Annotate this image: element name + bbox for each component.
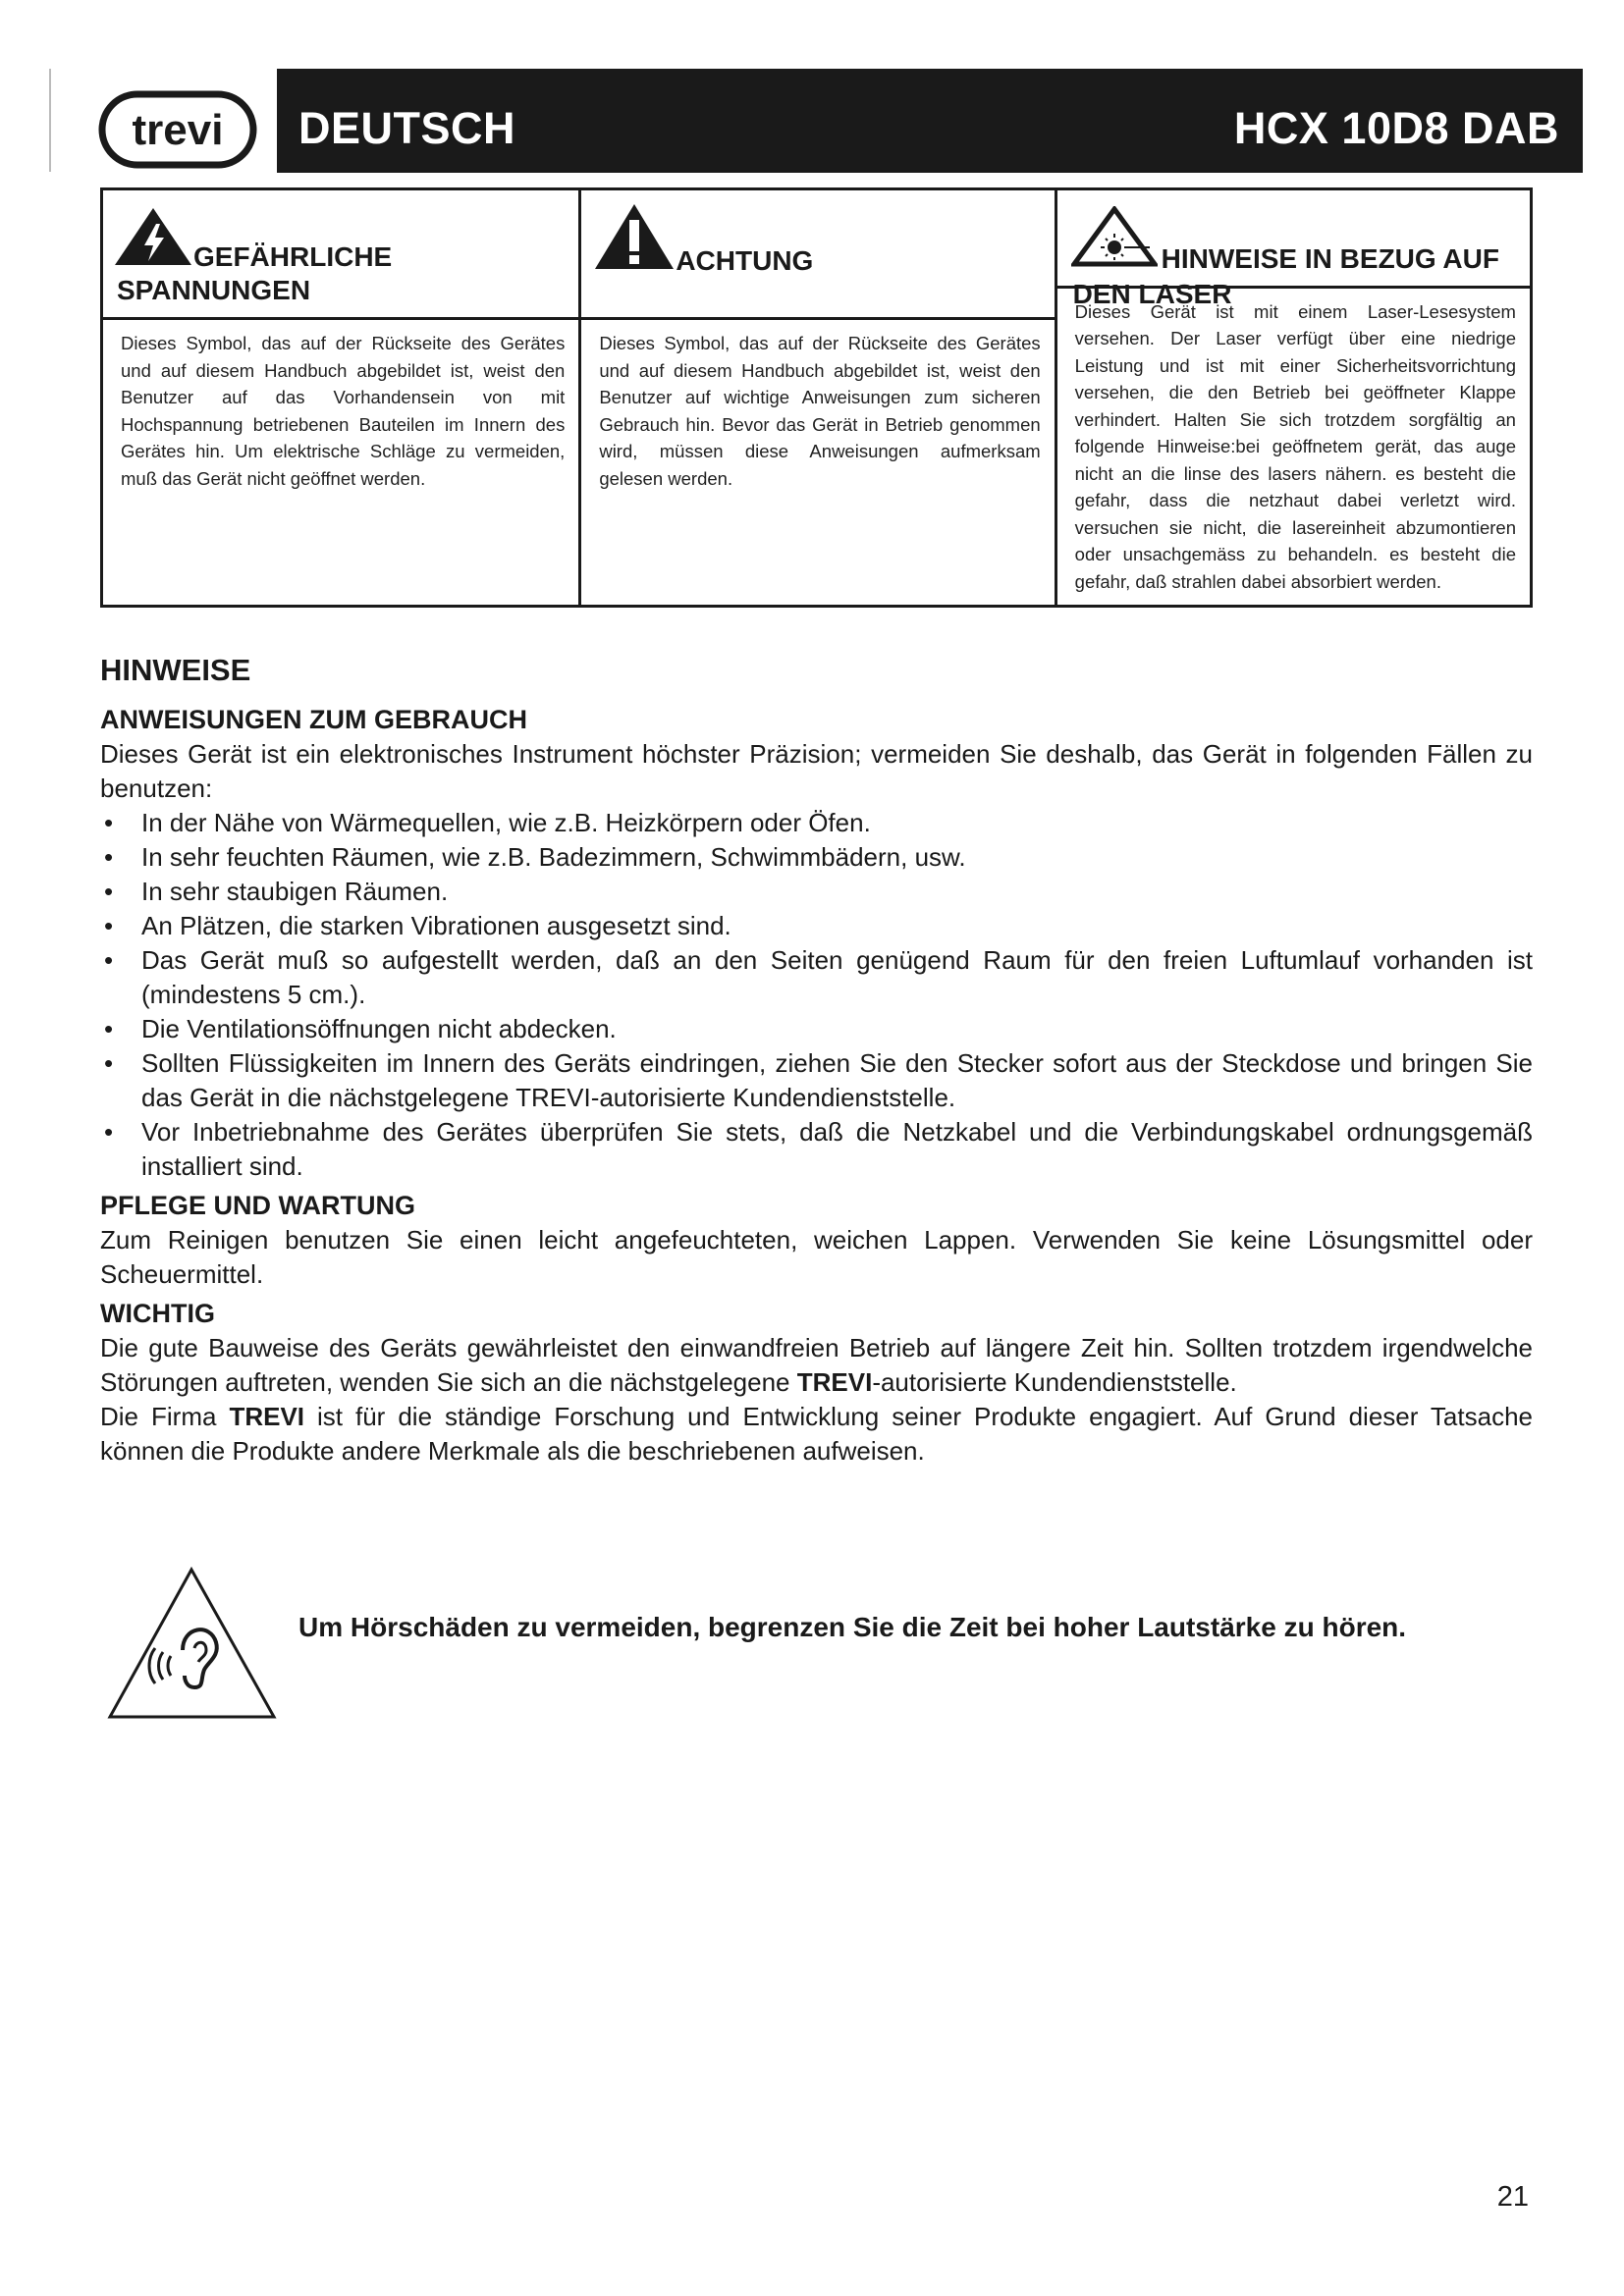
warning-column-voltage	[103, 190, 578, 605]
usage-intro: Dieses Gerät ist ein elektronisches Instrument höchster Präzision; vermeiden Sie deshalb, das Gerät in folgenden Fällen zu benutzen:	[100, 739, 1533, 803]
list-item: • In sehr feuchten Räumen, wie z.B. Badezimmern, Schwimmbädern, usw.	[100, 840, 1533, 875]
trevi-logo	[98, 90, 257, 169]
header-bar	[277, 69, 1583, 173]
laser-warning-icon	[1071, 206, 1158, 267]
brand-name: TREVI	[229, 1402, 305, 1431]
warning-header	[1057, 190, 1530, 309]
warning-title-line2: SPANNUNGEN	[117, 275, 311, 305]
language-title: DEUTSCH	[298, 103, 516, 153]
important-paragraph-1	[100, 1331, 1533, 1400]
warning-text: Dieses Symbol, das auf der Rückseite des Gerätes und auf diesem Handbuch abgebildet ist, weist den Benutzer auf wichtige Anweisungen zum sicheren Gebrauch hin. Bevor das Gerät in Betrieb genommen wird, müssen diese Anweisungen aufmerksam gelesen werden.	[599, 333, 1041, 489]
list-item: • An Plätzen, die starken Vibrationen ausgesetzt sind.	[100, 909, 1533, 943]
high-voltage-warning-icon	[113, 206, 193, 267]
care-text: Zum Reinigen benutzen Sie einen leicht angefeuchteten, weichen Lappen. Verwenden Sie keine Lösungsmittel oder Scheuermittel.	[100, 1225, 1533, 1289]
page-number: 21	[1496, 2181, 1529, 2213]
list-item: • Vor Inbetriebnahme des Gerätes überprüfen Sie stets, daß die Netzkabel und die Verbindungskabel ordnungsgemäß installiert sind.	[100, 1115, 1533, 1184]
warning-column-attention	[578, 190, 1054, 605]
important-heading: WICHTIG	[100, 1299, 215, 1328]
important-text: Die Firma	[100, 1402, 230, 1431]
usage-heading: ANWEISUNGEN ZUM GEBRAUCH	[100, 705, 527, 734]
important-text: ist für die ständige Forschung und Entwicklung seiner Produkte engagiert. Auf Grund dieser Tatsache können die Produkte andere Merkmale als die beschriebenen aufweisen.	[100, 1402, 1533, 1466]
warning-text: Dieses Gerät ist mit einem Laser-Lesesystem versehen. Der Laser verfügt über eine niedrige Leistung und ist mit einer Sicherheitsvorrichtung versehen, die den Betrieb bei geöffneter Klappe verhindert. Halten Sie sich trotzdem sorgfältig an folgende Hinweise:bei geöffnetem gerät, das auge nicht an die linse des lasers nähern. es besteht die gefahr, dass die netzhaut dabei verletzt wird. versuchen sie nicht, die lasereinheit abzumontieren oder unsachgemäss zu behandeln. es besteht die gefahr, daß strahlen dabei absorbiert werden.	[1074, 300, 1516, 592]
care-heading: PFLEGE UND WARTUNG	[100, 1191, 415, 1220]
model-title: HCX 10D8 DAB	[1233, 103, 1559, 153]
warnings-table	[100, 187, 1533, 608]
warning-title-line2: DEN LASER	[1072, 279, 1232, 309]
brand-name: TREVI	[796, 1367, 873, 1397]
warning-header	[581, 190, 1054, 320]
list-item: • Das Gerät muß so aufgestellt werden, daß an den Seiten genügend Raum für den freien Luftumlauf vorhanden ist (mindestens 5 cm.).	[100, 943, 1533, 1012]
list-item: • In sehr staubigen Räumen.	[100, 875, 1533, 909]
hearing-warning-text: Um Hörschäden zu vermeiden, begrenzen Sie die Zeit bei hoher Lautstärke zu hören.	[298, 1612, 1407, 1642]
hearing-damage-warning-icon	[106, 1566, 278, 1721]
warning-title: GEFÄHRLICHE	[193, 241, 393, 272]
important-paragraph-2	[100, 1400, 1533, 1468]
warning-header	[103, 190, 578, 320]
list-item: • Die Ventilationsöffnungen nicht abdecken.	[100, 1012, 1533, 1046]
warning-text: Dieses Symbol, das auf der Rückseite des Gerätes und auf diesem Handbuch abgebildet ist, weist den Benutzer auf das Vorhandensein von mit Hochspannung betriebenen Bauteilen im Innern des Gerätes hin. Um elektrische Schläge zu vermeiden, muß das Gerät nicht geöffnet werden.	[121, 333, 566, 489]
list-item: • In der Nähe von Wärmequellen, wie z.B. Heizkörpern oder Öfen.	[100, 806, 1533, 840]
notes-section	[100, 651, 1533, 1468]
exclamation-warning-icon	[593, 202, 676, 271]
important-text: -autorisierte Kundendienststelle.	[872, 1367, 1237, 1397]
important-text: Die gute Bauweise des Geräts gewährleistet den einwandfreien Betrieb auf längere Zeit hin. Sollten trotzdem irgendwelche Störungen auftreten, wenden Sie sich an die nächstgelegene	[100, 1333, 1533, 1397]
warning-title: HINWEISE IN BEZUG AUF	[1161, 243, 1499, 274]
usage-list	[100, 806, 1533, 1184]
list-item: • Sollten Flüssigkeiten im Innern des Geräts eindringen, ziehen Sie den Stecker sofort aus der Steckdose und bringen Sie das Gerät in die nächstgelegene TREVI-autorisierte Kundendienststelle.	[100, 1046, 1533, 1115]
margin-line	[49, 69, 51, 172]
notes-heading: HINWEISE	[100, 653, 251, 687]
warning-column-laser	[1055, 190, 1530, 605]
logo-text: trevi	[132, 106, 224, 154]
warning-title: ACHTUNG	[676, 245, 814, 276]
